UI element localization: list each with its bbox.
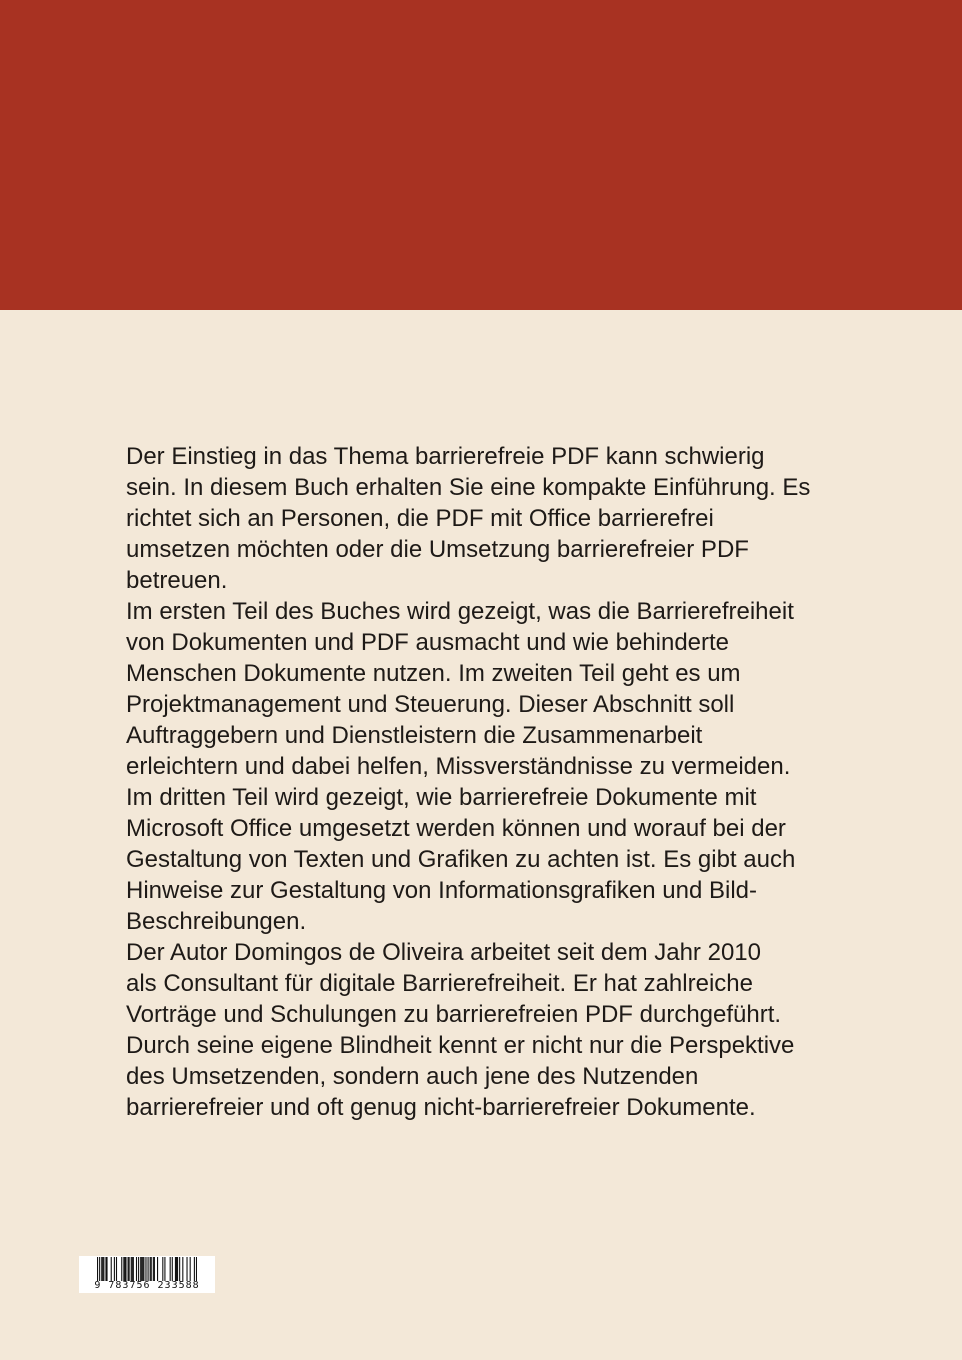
barcode-bar (157, 1257, 158, 1281)
barcode-bar (177, 1257, 178, 1281)
barcode-bar (148, 1257, 149, 1281)
barcode-bar (172, 1257, 173, 1281)
barcode-bar (194, 1257, 195, 1281)
barcode-bar (114, 1257, 115, 1281)
blurb-paragraph-author: Der Autor Domingos de Oliveira arbeitet seit dem Jahr 2010 als Consultant für digitale Barrierefreiheit. Er hat zahlreiche Vorträge und Schulungen zu barrierefreien PDF durchgeführt. Durch seine eigene Blindheit kennt er nicht nur die Perspektive des Umsetzenden, sondern auch jene des Nutzenden barrierefreier und oft genug nicht-barrierefreier Dokumente. (126, 939, 795, 1121)
blurb-paragraph-part-one-two: Im ersten Teil des Buches wird gezeigt, was die Barrierefreiheit von Dokumenten und PDF ausmacht und wie behinderte Menschen Dokumente nutzen. Im zweiten Teil geht es um Projektmanagement und Steuerung. Dieser Abschnitt soll Auftraggebern und Dienstleistern die Zusammenarbeit erleichtern und dabei helfen, Missverständnisse zu vermeiden. (126, 598, 794, 780)
barcode-bar (133, 1257, 134, 1281)
barcode-bar (179, 1257, 180, 1281)
barcode-bar (121, 1257, 122, 1281)
barcode-bar (140, 1257, 141, 1281)
blurb-paragraph-intro: Der Einstieg in das Thema barrierefreie PDF kann schwierig sein. In diesem Buch erhalten Sie eine kompakte Einführung. Es richtet sich an Personen, die PDF mit Office barrierefrei umsetzen möchten oder die Umsetzung barrierefreier PDF betreuen. (126, 443, 811, 594)
barcode-bar (132, 1257, 133, 1281)
barcode-bar (103, 1257, 104, 1281)
barcode-bar (129, 1257, 130, 1281)
barcode-bar (128, 1257, 129, 1281)
barcode-bar (164, 1257, 165, 1281)
barcode-bar (154, 1257, 155, 1281)
barcode-bar (97, 1257, 98, 1281)
barcode-bar (138, 1257, 139, 1281)
barcode-bar (162, 1257, 163, 1281)
barcode-bar (142, 1257, 143, 1281)
barcode-bar (151, 1257, 152, 1281)
isbn-digits: 9 783756 233588 (94, 1280, 200, 1291)
barcode-bar (141, 1257, 142, 1281)
barcode-bar (176, 1257, 177, 1281)
barcode-bar (105, 1257, 106, 1281)
blurb-paragraph-part-three: Im dritten Teil wird gezeigt, wie barrierefreie Dokumente mit Microsoft Office umgesetzt werden können und worauf bei der Gestaltung von Texten und Grafiken zu achten ist. Es gibt auch Hinweise zur Gestaltung von Informationsgrafiken und Bild- Beschreibungen. (126, 784, 796, 935)
barcode-bar (170, 1257, 171, 1281)
barcode-bar (99, 1257, 100, 1281)
back-cover-blurb (126, 441, 846, 1123)
barcode-bar (150, 1257, 151, 1281)
barcode-bar (190, 1257, 191, 1281)
barcode-bar (124, 1257, 125, 1281)
barcode-bar (175, 1257, 176, 1281)
barcode-bar (125, 1257, 126, 1281)
barcode-bar (106, 1257, 107, 1281)
barcode-bar (116, 1257, 117, 1281)
barcode-bars (97, 1257, 197, 1281)
barcode-bar (131, 1257, 132, 1281)
barcode-bar (145, 1257, 146, 1281)
barcode-bar (111, 1257, 112, 1281)
cover-color-band (0, 0, 962, 310)
barcode-bar (143, 1257, 144, 1281)
barcode-bar (153, 1257, 154, 1281)
barcode-bar (136, 1257, 137, 1281)
isbn-barcode (79, 1256, 215, 1293)
barcode-bar (101, 1257, 102, 1281)
barcode-bar (182, 1257, 183, 1281)
barcode-bar (186, 1257, 187, 1281)
barcode-bar (123, 1257, 124, 1281)
barcode-bar (102, 1257, 103, 1281)
barcode-bar (196, 1257, 197, 1281)
